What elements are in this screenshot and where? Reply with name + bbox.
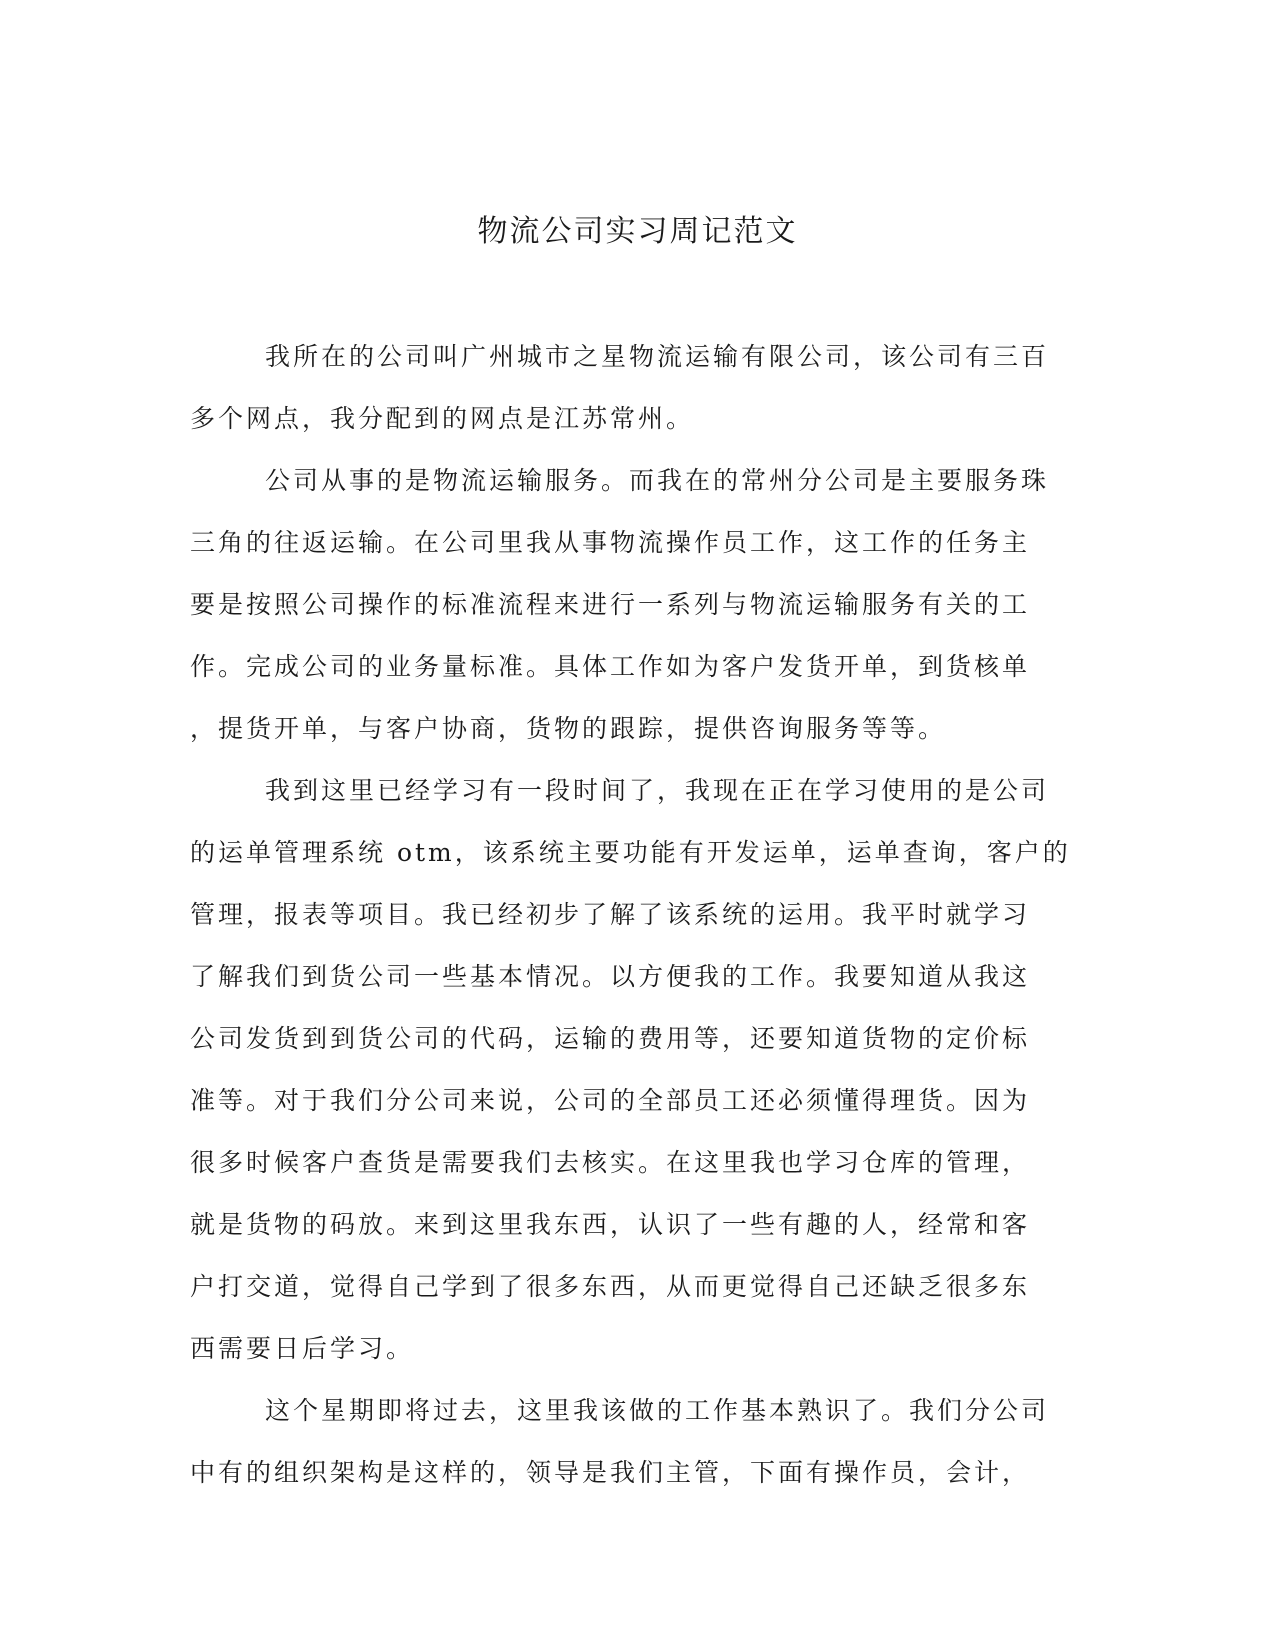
text-line: 的运单管理系统 otm，该系统主要功能有开发运单，运单查询，客户的 (190, 838, 1071, 867)
text-line: ，提货开单，与客户协商，货物的跟踪，提供咨询服务等等。 (190, 714, 947, 743)
paragraph-3 (190, 760, 1080, 1380)
text-line: 要是按照公司操作的标准流程来进行一系列与物流运输服务有关的工 (190, 590, 1031, 619)
text-line: 中有的组织架构是这样的，领导是我们主管，下面有操作员，会计， (190, 1458, 1031, 1487)
paragraph-2 (190, 450, 1080, 760)
text-line: 公司从事的是物流运输服务。而我在的常州分公司是主要服务珠 (265, 466, 1050, 495)
text-line: 很多时候客户查货是需要我们去核实。在这里我也学习仓库的管理， (190, 1148, 1031, 1177)
text-line: 多个网点，我分配到的网点是江苏常州。 (190, 404, 695, 433)
text-line: 公司发货到到货公司的代码，运输的费用等，还要知道货物的定价标 (190, 1024, 1031, 1053)
paragraph-1 (190, 326, 1080, 450)
text-line: 就是货物的码放。来到这里我东西，认识了一些有趣的人，经常和客 (190, 1210, 1031, 1239)
text-line: 西需要日后学习。 (190, 1334, 415, 1363)
text-line: 我所在的公司叫广州城市之星物流运输有限公司，该公司有三百 (265, 342, 1050, 371)
text-line: 管理，报表等项目。我已经初步了解了该系统的运用。我平时就学习 (190, 900, 1031, 929)
text-line: 我到这里已经学习有一段时间了，我现在正在学习使用的是公司 (265, 776, 1050, 805)
text-line: 三角的往返运输。在公司里我从事物流操作员工作，这工作的任务主 (190, 528, 1031, 557)
document-body (190, 326, 1080, 1504)
text-line: 作。完成公司的业务量标准。具体工作如为客户发货开单，到货核单 (190, 652, 1031, 681)
text-line: 准等。对于我们分公司来说，公司的全部员工还必须懂得理货。因为 (190, 1086, 1031, 1115)
text-line: 了解我们到货公司一些基本情况。以方便我的工作。我要知道从我这 (190, 962, 1031, 991)
paragraph-4 (190, 1380, 1080, 1504)
text-line: 户打交道，觉得自己学到了很多东西，从而更觉得自己还缺乏很多东 (190, 1272, 1031, 1301)
document-title: 物流公司实习周记范文 (477, 214, 798, 249)
text-line: 这个星期即将过去，这里我该做的工作基本熟识了。我们分公司 (265, 1396, 1050, 1425)
